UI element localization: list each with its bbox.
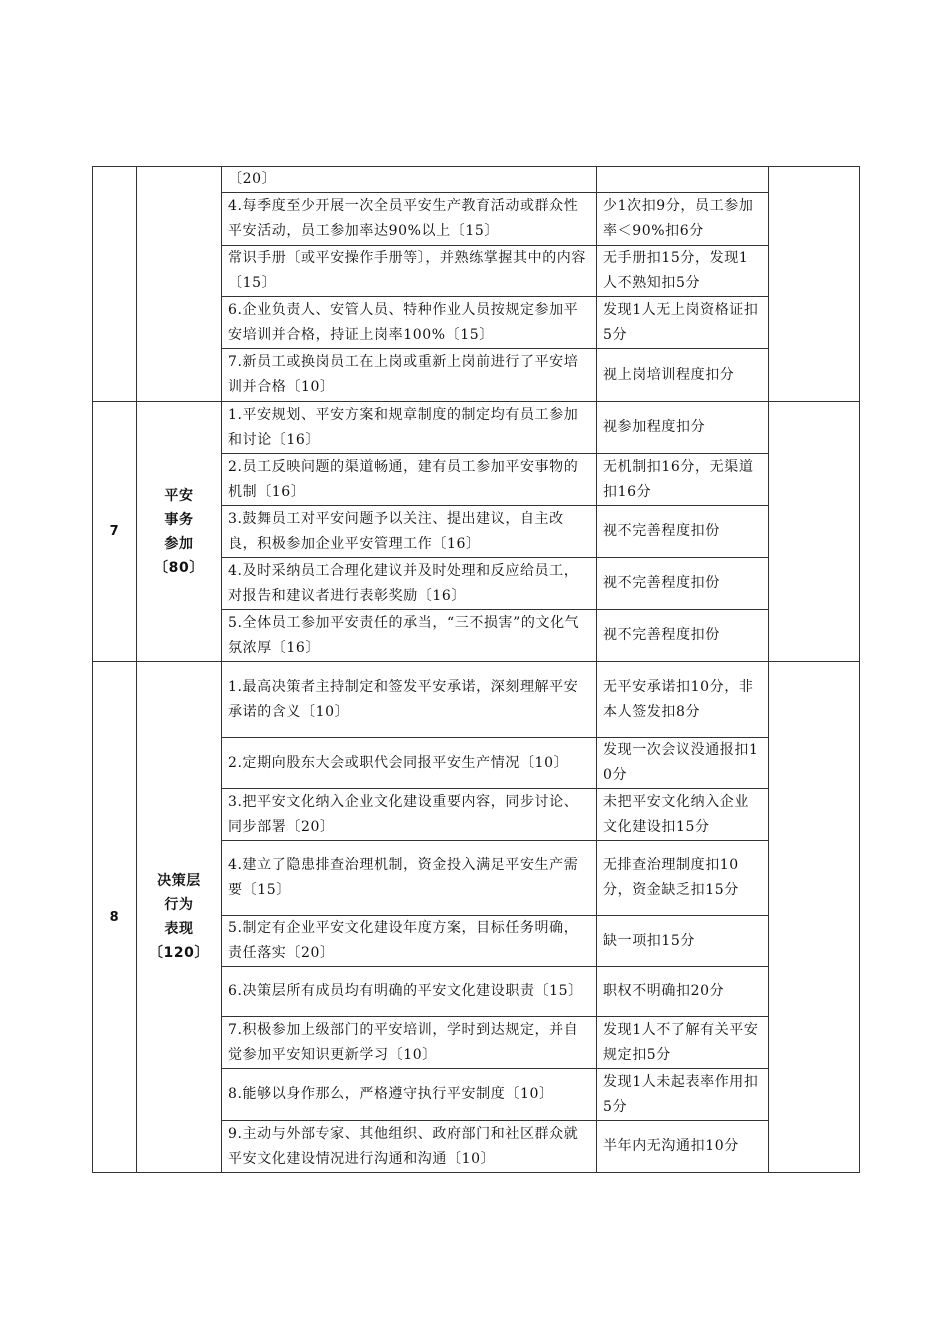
category-cell: [137, 402, 222, 662]
requirement-cell: 〔20〕: [222, 167, 597, 193]
table-row: [93, 402, 860, 454]
requirement-cell: 2.定期向股东大会或职代会同报平安生产情况〔10〕: [222, 738, 597, 789]
category-score-line: 〔80〕: [154, 559, 204, 576]
requirement-cell: 6.企业负责人、安管人员、特种作业人员按规定参加平安培训并合格，持证上岗率100%〔15〕: [222, 297, 597, 349]
evaluation-table: [92, 166, 860, 1173]
remarks-cell: [769, 167, 860, 402]
category-label-line: 表现: [164, 921, 194, 937]
deduction-standard-cell: 视不完善程度扣份: [597, 610, 769, 662]
deduction-standard-cell: 无排查治理制度扣10分，资金缺乏扣15分: [597, 841, 769, 916]
requirement-cell: 3.鼓舞员工对平安问题予以关注、提出建议，自主改良，积极参加企业平安管理工作〔16〕: [222, 506, 597, 558]
deduction-standard-cell: 未把平安文化纳入企业文化建设扣15分: [597, 789, 769, 841]
requirement-cell: 6.决策层所有成员均有明确的平安文化建设职责〔15〕: [222, 967, 597, 1017]
deduction-standard-cell: 缺一项扣15分: [597, 916, 769, 967]
category-label-line: 平安: [164, 487, 194, 504]
requirement-cell: 4.建立了隐患排查治理机制，资金投入满足平安生产需要〔15〕: [222, 841, 597, 916]
deduction-standard-cell: 视不完善程度扣份: [597, 558, 769, 610]
category-label-line: 事务: [164, 511, 194, 528]
requirement-cell: 常识手册〔或平安操作手册等〕，并熟练掌握其中的内容〔15〕: [222, 246, 597, 297]
requirement-cell: 7.新员工或换岗员工在上岗或重新上岗前进行了平安培训并合格〔10〕: [222, 349, 597, 402]
remarks-cell: [769, 662, 860, 1173]
requirement-cell: 5.全体员工参加平安责任的承当，“三不损害”的文化气氛浓厚〔16〕: [222, 610, 597, 662]
item-number-cell: 7: [93, 402, 137, 662]
table-row: [93, 167, 860, 193]
requirement-cell: 1.最高决策者主持制定和签发平安承诺，深刻理解平安承诺的含义〔10〕: [222, 662, 597, 738]
requirement-cell: 4.每季度至少开展一次全员平安生产教育活动或群众性平安活动，员工参加率达90%以上〔15〕: [222, 193, 597, 246]
deduction-standard-cell: 职权不明确扣20分: [597, 967, 769, 1017]
deduction-standard-cell: 视参加程度扣分: [597, 402, 769, 454]
requirement-cell: 9.主动与外部专家、其他组织、政府部门和社区群众就平安文化建设情况进行沟通和沟通〔10〕: [222, 1121, 597, 1173]
deduction-standard-cell: 无手册扣15分，发现1人不熟知扣5分: [597, 246, 769, 297]
deduction-standard-cell: 无机制扣16分，无渠道扣16分: [597, 454, 769, 506]
deduction-standard-cell: 半年内无沟通扣10分: [597, 1121, 769, 1173]
category-label-line: 行为: [164, 897, 194, 913]
category-label-line: 决策层: [157, 873, 201, 889]
category-cell: [137, 167, 222, 402]
requirement-cell: 3.把平安文化纳入企业文化建设重要内容，同步讨论、同步部署〔20〕: [222, 789, 597, 841]
category-label-line: 参加: [164, 535, 194, 552]
evaluation-table-page: [92, 166, 859, 1173]
table-row: [93, 662, 860, 738]
deduction-standard-cell: 发现1人不了解有关平安规定扣5分: [597, 1017, 769, 1069]
item-number-cell: [93, 167, 137, 402]
deduction-standard-cell: 视不完善程度扣份: [597, 506, 769, 558]
deduction-standard-cell: 发现1人未起表率作用扣5分: [597, 1069, 769, 1121]
category-score-line: 〔120〕: [148, 945, 210, 961]
category-cell: [137, 662, 222, 1173]
deduction-standard-cell: 无平安承诺扣10分，非本人签发扣8分: [597, 662, 769, 738]
requirement-cell: 2.员工反映问题的渠道畅通，建有员工参加平安事物的机制〔16〕: [222, 454, 597, 506]
requirement-cell: 7.积极参加上级部门的平安培训，学时到达规定，并自觉参加平安知识更新学习〔10〕: [222, 1017, 597, 1069]
deduction-standard-cell: [597, 167, 769, 193]
deduction-standard-cell: 少1次扣9分，员工参加率＜90%扣6分: [597, 193, 769, 246]
requirement-cell: 4.及时采纳员工合理化建议并及时处理和反应给员工，对报告和建议者进行表彰奖励〔16〕: [222, 558, 597, 610]
requirement-cell: 5.制定有企业平安文化建设年度方案，目标任务明确，责任落实〔20〕: [222, 916, 597, 967]
remarks-cell: [769, 402, 860, 662]
deduction-standard-cell: 视上岗培训程度扣分: [597, 349, 769, 402]
deduction-standard-cell: 发现一次会议没通报扣10分: [597, 738, 769, 789]
item-number-cell: 8: [93, 662, 137, 1173]
requirement-cell: 8.能够以身作那么，严格遵守执行平安制度〔10〕: [222, 1069, 597, 1121]
deduction-standard-cell: 发现1人无上岗资格证扣5分: [597, 297, 769, 349]
requirement-cell: 1.平安规划、平安方案和规章制度的制定均有员工参加和讨论〔16〕: [222, 402, 597, 454]
